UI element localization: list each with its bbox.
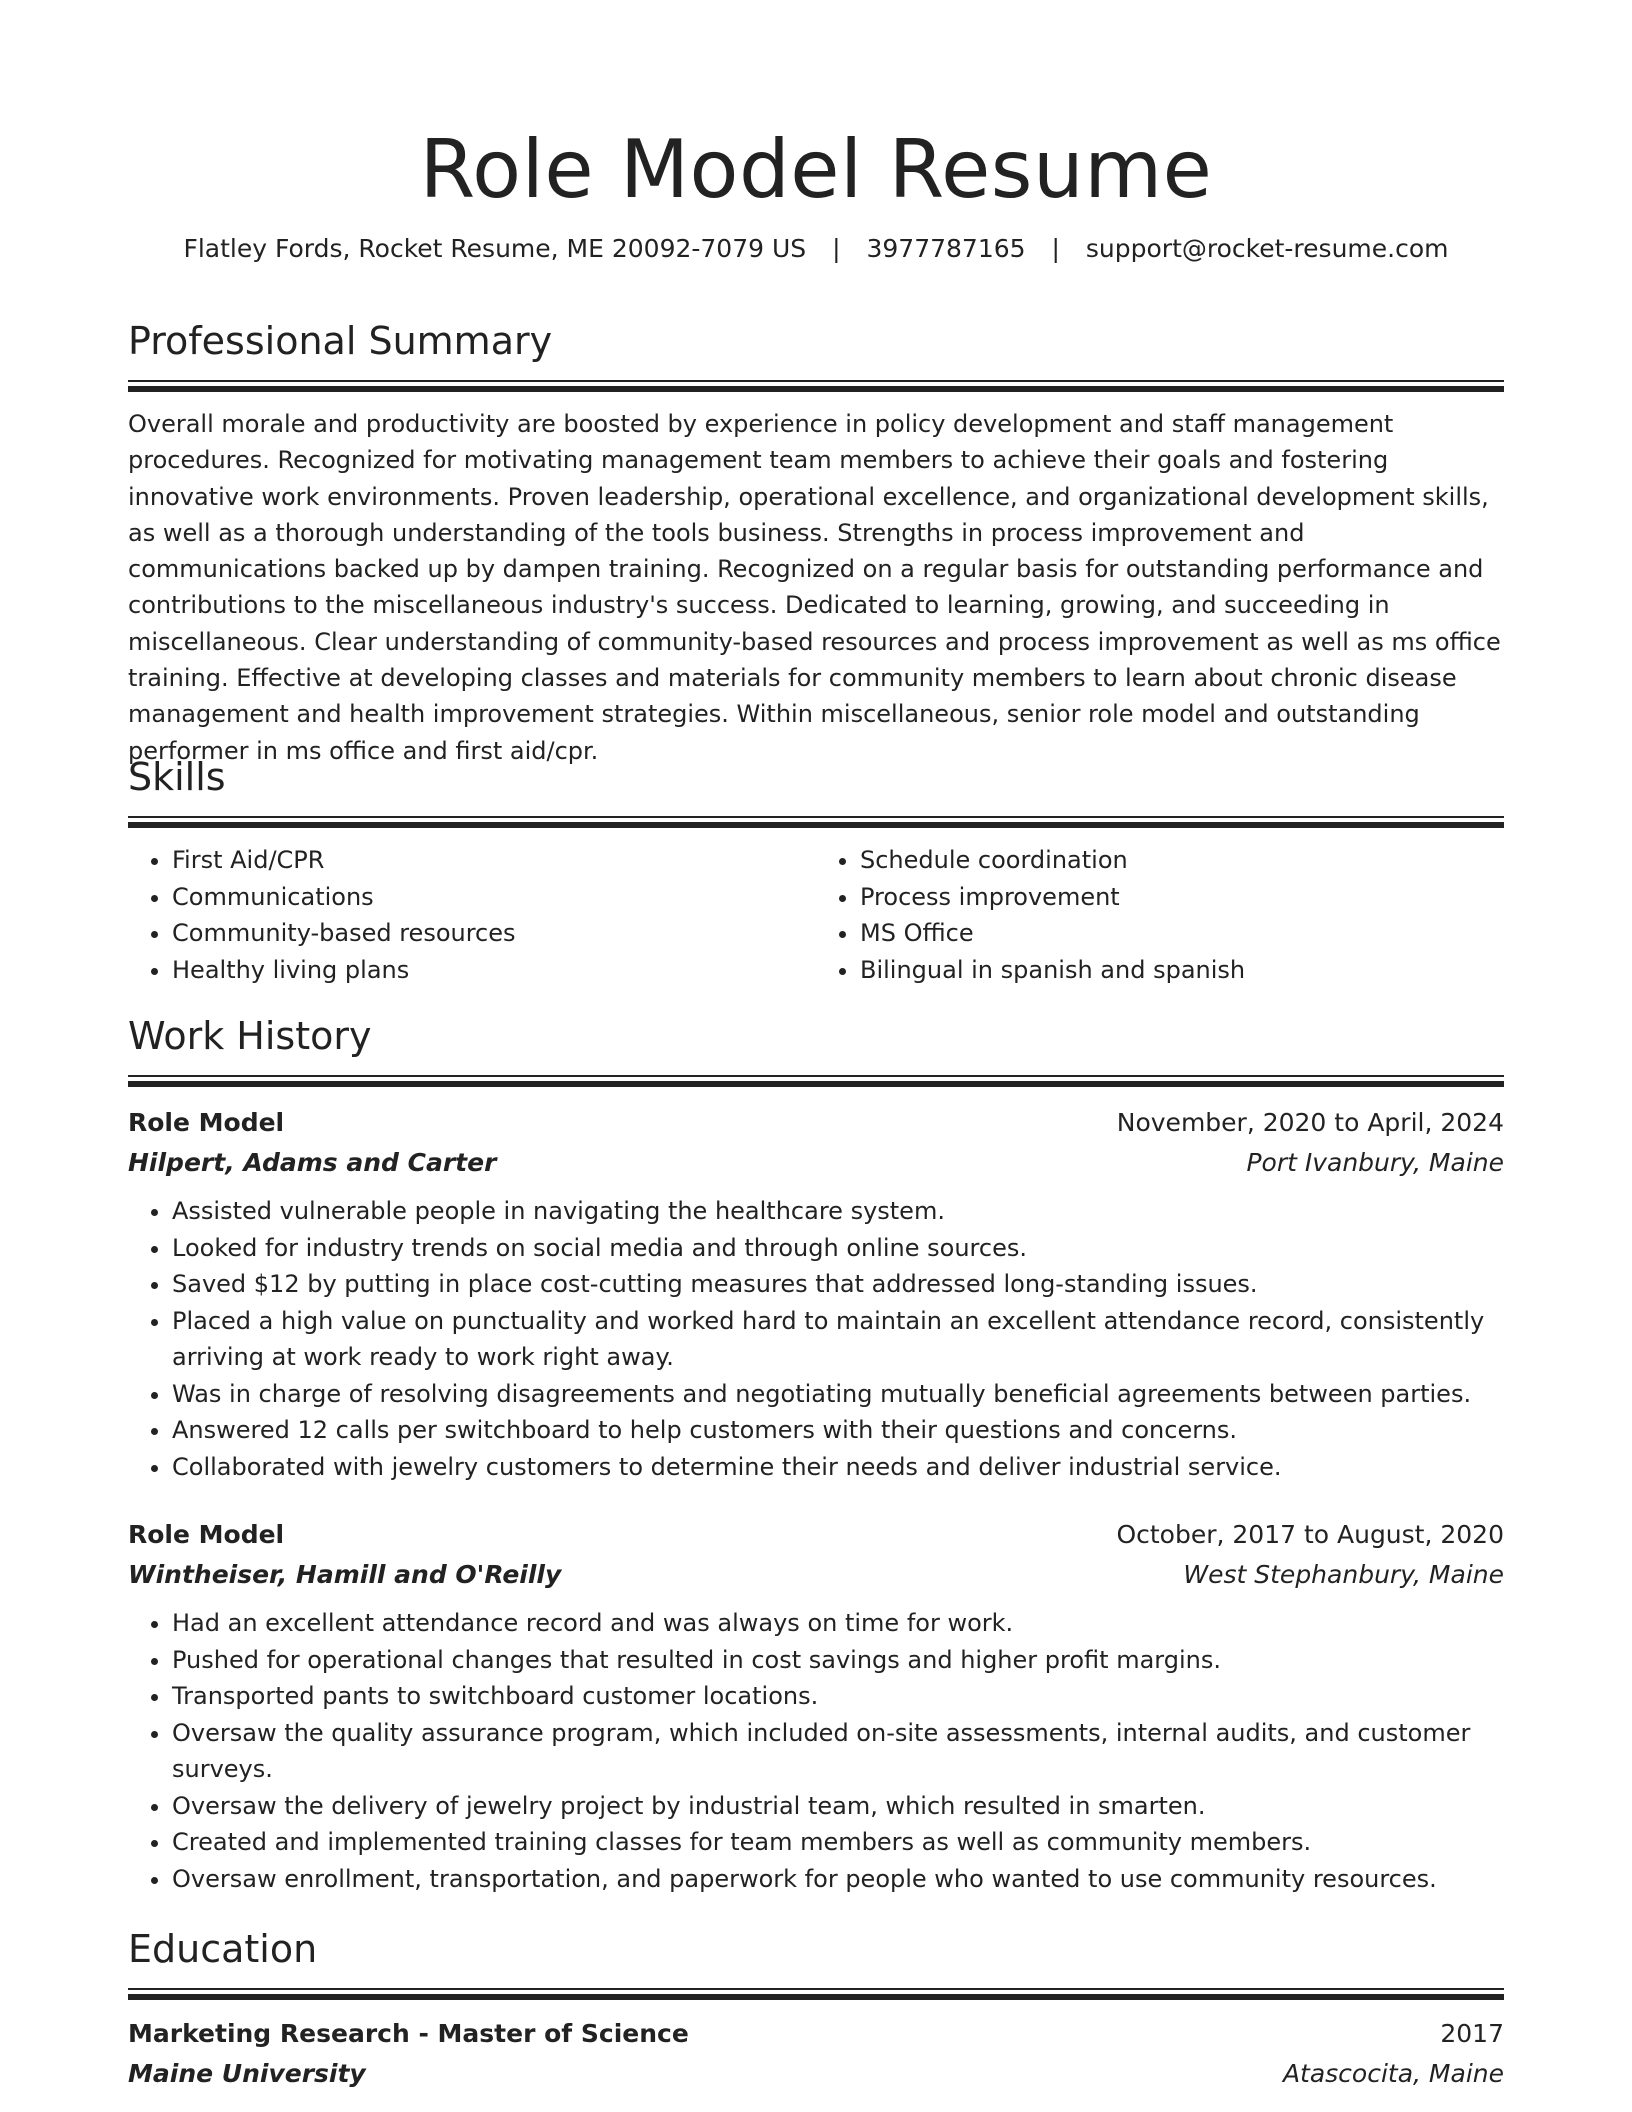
skill-item: • Schedule coordination (860, 842, 1504, 879)
job-bullet: • Oversaw the quality assurance program, which included on-site assessments, internal audits, and customer surveys. (172, 1715, 1504, 1788)
job-bullets (128, 1605, 1504, 1897)
job-header (128, 1103, 1504, 1143)
job-company: Hilpert, Adams and Carter (128, 1148, 497, 1177)
job-header (128, 1515, 1504, 1555)
skill-item: • Community-based resources (172, 915, 816, 952)
resume-page (128, 0, 1504, 2088)
education-heading: Education (128, 1927, 318, 1971)
education-subheader (128, 2054, 1504, 2094)
job-bullet: • Saved $12 by putting in place cost-cutting measures that addressed long-standing issues. (172, 1266, 1504, 1303)
job-bullet: • Pushed for operational changes that resulted in cost savings and higher profit margins. (172, 1642, 1504, 1679)
contact-phone: 3977787165 (866, 234, 1026, 263)
skill-item: • MS Office (860, 915, 1504, 952)
skills-heading: Skills (128, 755, 226, 799)
skill-item: • Communications (172, 879, 816, 916)
work-history-section (128, 1011, 1504, 1897)
skill-item: • Process improvement (860, 879, 1504, 916)
section-divider (128, 1075, 1504, 1087)
job-entry (128, 1515, 1504, 1897)
job-bullet: • Was in charge of resolving disagreements and negotiating mutually beneficial agreements between parties. (172, 1376, 1504, 1413)
summary-heading: Professional Summary (128, 319, 553, 363)
job-bullet: • Looked for industry trends on social media and through online sources. (172, 1230, 1504, 1267)
education-degree: Marketing Research - Master of Science (128, 2019, 689, 2048)
skill-item: • Healthy living plans (172, 952, 816, 989)
work-history-heading: Work History (128, 1014, 372, 1058)
job-entry (128, 1103, 1504, 1485)
summary-section (128, 316, 1504, 769)
contact-email: support@rocket-resume.com (1085, 234, 1449, 263)
job-bullet: • Assisted vulnerable people in navigating the healthcare system. (172, 1193, 1504, 1230)
summary-text: Overall morale and productivity are boosted by experience in policy development and staff management procedures. Recognized for motivating management team members to achieve their goals and fostering innovative work environments. Proven leadership, operational excellence, and organizational development skills, as well as a thorough understanding of the tools business. Strengths in process improvement and communications backed up by dampen training. Recognized on a regular basis for outstanding performance and contributions to the miscellaneous industry's success. Dedicated to learning, growing, and succeeding in miscellaneous. Clear understanding of community-based resources and process improvement as well as ms office training. Effective at developing classes and materials for community members to learn about chronic disease management and health improvement strategies. Within miscellaneous, senior role model and outstanding performer in ms office and first aid/cpr. (128, 410, 1501, 765)
education-header (128, 2014, 1504, 2054)
contact-address: Flatley Fords, Rocket Resume, ME 20092-7079 US (183, 234, 807, 263)
job-bullet: • Oversaw enrollment, transportation, and paperwork for people who wanted to use community resources. (172, 1861, 1504, 1898)
job-location: West Stephanbury, Maine (1183, 1560, 1504, 1589)
job-bullets (128, 1193, 1504, 1485)
job-dates: November, 2020 to April, 2024 (1116, 1108, 1504, 1137)
skills-list-left (128, 842, 816, 988)
education-section (128, 1924, 1504, 2094)
education-year: 2017 (1440, 2019, 1504, 2048)
job-company: Wintheiser, Hamill and O'Reilly (128, 1560, 562, 1589)
job-bullet: • Answered 12 calls per switchboard to help customers with their questions and concerns. (172, 1412, 1504, 1449)
skill-item: • Bilingual in spanish and spanish (860, 952, 1504, 989)
skill-item: • First Aid/CPR (172, 842, 816, 879)
skills-section (128, 752, 1504, 988)
job-subheader (128, 1143, 1504, 1183)
education-entry (128, 2014, 1504, 2094)
education-location: Atascocita, Maine (1282, 2059, 1504, 2088)
contact-separator: | (832, 234, 841, 263)
job-dates: October, 2017 to August, 2020 (1116, 1520, 1504, 1549)
job-title: Role Model (128, 1520, 285, 1549)
skills-list-right (816, 842, 1504, 988)
section-divider (128, 380, 1504, 392)
contact-line (128, 232, 1504, 266)
job-bullet: • Collaborated with jewelry customers to determine their needs and deliver industrial service. (172, 1449, 1504, 1486)
job-bullet: • Placed a high value on punctuality and worked hard to maintain an excellent attendance record, consistently arriving at work ready to work right away. (172, 1303, 1504, 1376)
job-bullet: • Had an excellent attendance record and was always on time for work. (172, 1605, 1504, 1642)
job-title: Role Model (128, 1108, 285, 1137)
job-bullet: • Oversaw the delivery of jewelry project by industrial team, which resulted in smarten. (172, 1788, 1504, 1825)
resume-title: Role Model Resume (419, 123, 1213, 216)
job-bullet: • Created and implemented training classes for team members as well as community members. (172, 1824, 1504, 1861)
job-subheader (128, 1555, 1504, 1595)
job-location: Port Ivanbury, Maine (1246, 1148, 1504, 1177)
section-divider (128, 816, 1504, 828)
job-bullet: • Transported pants to switchboard customer locations. (172, 1678, 1504, 1715)
contact-separator: | (1051, 234, 1060, 263)
education-school: Maine University (128, 2059, 366, 2088)
section-divider (128, 1988, 1504, 2000)
skills-grid (128, 842, 1504, 988)
